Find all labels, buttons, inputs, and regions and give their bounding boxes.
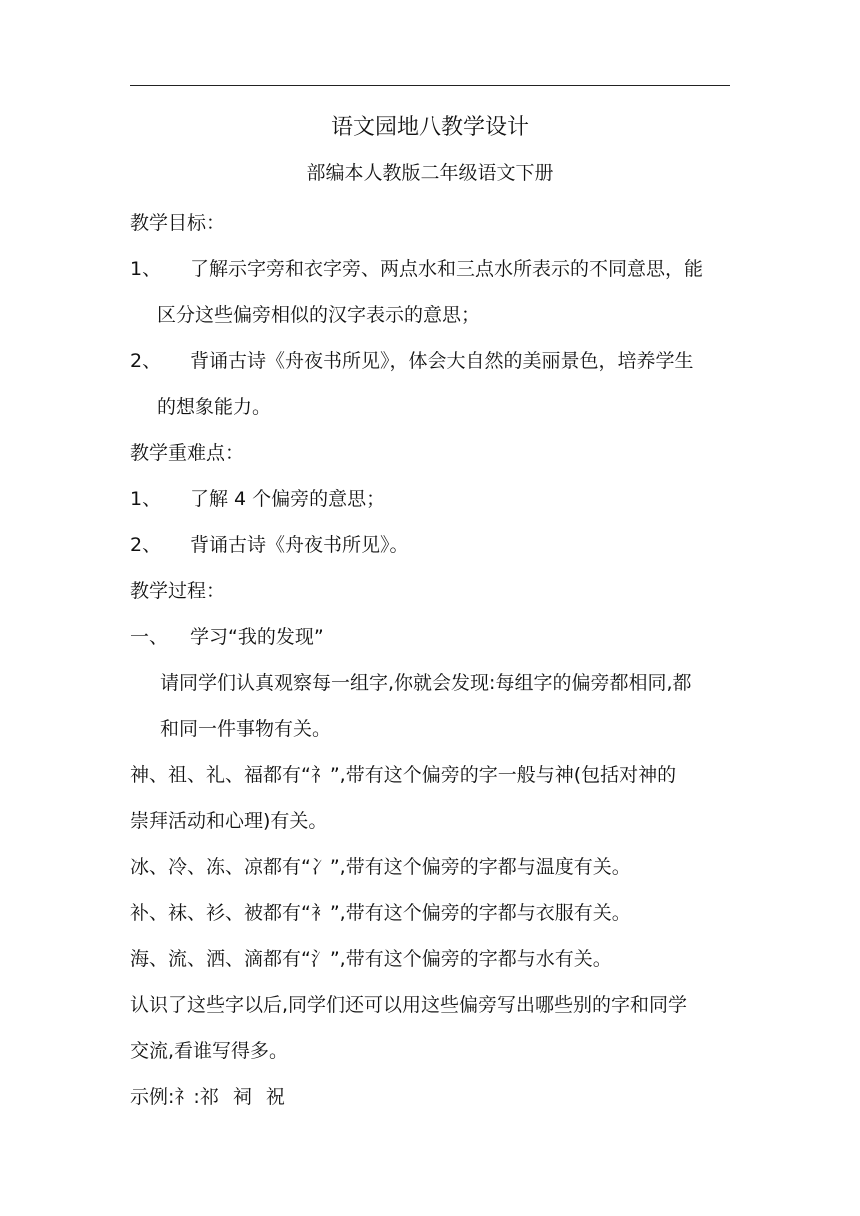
goal-number: 2、 (130, 350, 162, 372)
goal-text: 背诵古诗《舟夜书所见》，体会大自然的美丽景色，培养学生 (190, 350, 694, 372)
radical-line: 交流,看谁写得多。 (130, 1040, 289, 1062)
radical-line: 神、祖、礼、福都有“礻”,带有这个偏旁的字一般与神(包括对神的 (130, 764, 677, 786)
header-rule (130, 85, 730, 86)
radical-line: 补、袜、衫、被都有“衤”,带有这个偏旁的字都与衣服有关。 (130, 902, 631, 924)
key-point-item-1 (130, 476, 730, 522)
key-point-number: 2、 (130, 534, 162, 556)
process-heading: 教学过程： (130, 580, 226, 602)
example-char: 祠 (232, 1086, 252, 1108)
example-label: 示例:礻: (130, 1086, 200, 1108)
document-subtitle: 部编本人教版二年级语文下册 (306, 162, 554, 184)
key-point-item-2 (130, 522, 730, 568)
section-number: 一、 (130, 626, 169, 648)
goal-item-1-continued: 区分这些偏旁相似的汉字表示的意思； (157, 304, 481, 326)
process-section-1 (130, 614, 730, 660)
example-char: 祁 (199, 1086, 219, 1108)
radical-line: 冰、冷、冻、凉都有“冫”,带有这个偏旁的字都与温度有关。 (130, 856, 631, 878)
section-title: 学习“我的发现” (190, 626, 324, 648)
radical-line: 崇拜活动和心理)有关。 (130, 810, 328, 832)
goal-item-2-continued: 的想象能力。 (157, 396, 272, 418)
key-point-text: 背诵古诗《舟夜书所见》。 (190, 534, 409, 556)
goal-item-1 (130, 246, 730, 292)
intro-paragraph-continued: 和同一件事物有关。 (160, 718, 332, 740)
intro-paragraph: 请同学们认真观察每一组字,你就会发现:每组字的偏旁都相同,都 (160, 672, 692, 694)
goal-item-2 (130, 338, 730, 384)
key-point-number: 1、 (130, 488, 162, 510)
example-char: 祝 (265, 1086, 285, 1108)
key-point-text: 了解 4 个偏旁的意思； (190, 488, 386, 510)
goal-number: 1、 (130, 258, 162, 280)
key-points-heading: 教学重难点： (130, 442, 245, 464)
goals-heading: 教学目标： (130, 212, 226, 234)
document-body (130, 200, 730, 1120)
document-title: 语文园地八教学设计 (330, 115, 529, 140)
radical-line: 海、流、洒、滴都有“氵”,带有这个偏旁的字都与水有关。 (130, 948, 612, 970)
example-line (130, 1074, 730, 1120)
goal-text: 了解示字旁和衣字旁、两点水和三点水所表示的不同意思，能 (190, 258, 704, 280)
radical-line: 认识了这些字以后,同学们还可以用这些偏旁写出哪些别的字和同学 (130, 994, 688, 1016)
